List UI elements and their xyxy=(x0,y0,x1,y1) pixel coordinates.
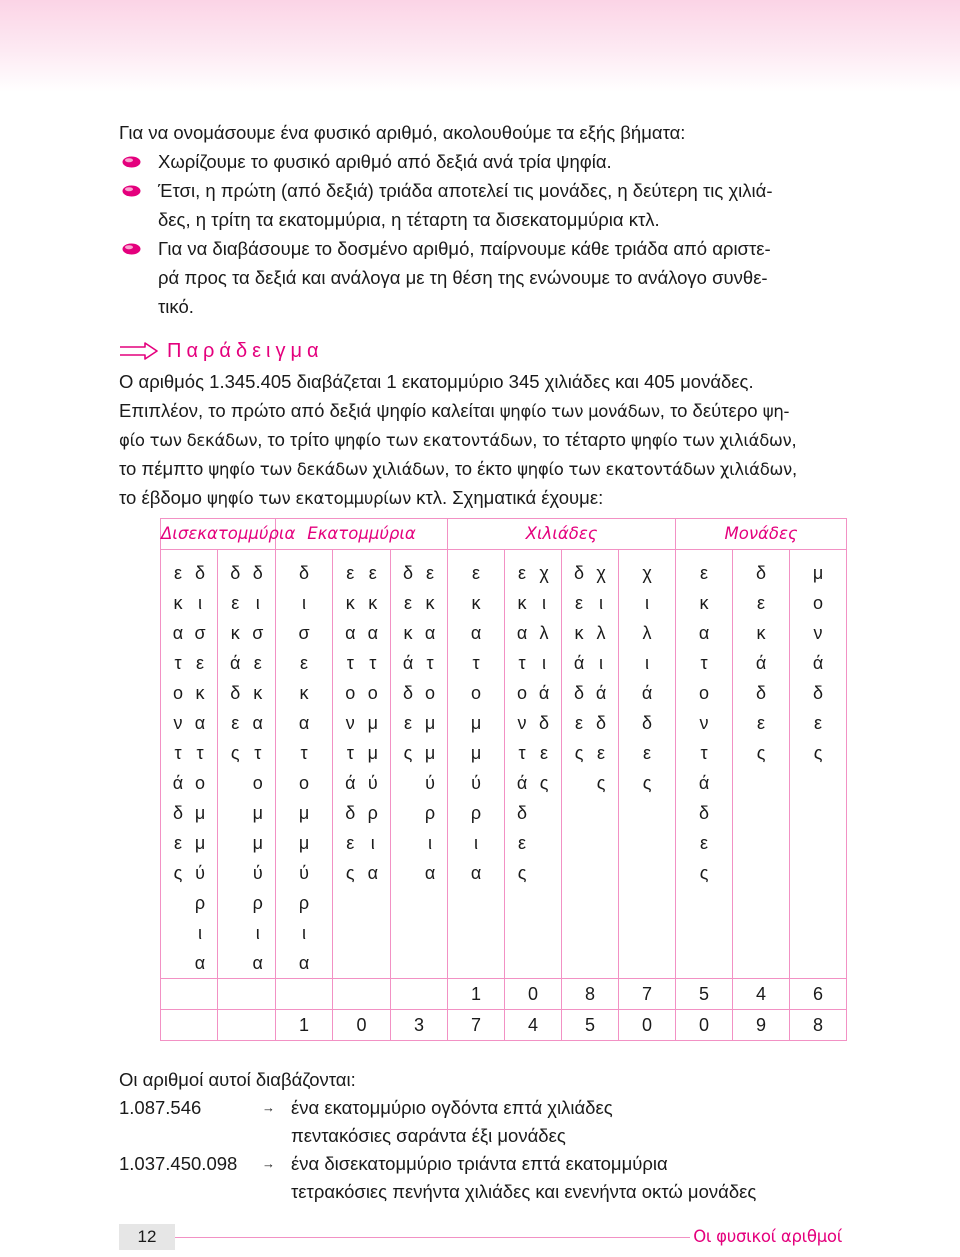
word-letter: ε xyxy=(518,833,527,853)
word-letter: δ xyxy=(403,683,414,703)
word-letter: ά xyxy=(172,773,184,793)
word-letter: ε xyxy=(643,743,652,763)
word-letter: α xyxy=(470,623,482,643)
word-letter: α xyxy=(424,623,436,643)
vertical-words xyxy=(161,550,847,979)
word-letter: ς xyxy=(574,743,584,763)
word-letter: μ xyxy=(424,713,436,733)
digit-cell: 1 xyxy=(448,979,505,1010)
word-letter xyxy=(228,798,242,828)
word-letter: α xyxy=(252,713,263,733)
word-letter: ι xyxy=(255,593,260,613)
word-letter: ς xyxy=(642,773,652,793)
word-letter: ι xyxy=(474,833,479,853)
word-letter: ά xyxy=(345,773,356,793)
word-letter: κ xyxy=(471,593,481,613)
running-title: Οι φυσικοί αριθμοί xyxy=(693,1227,842,1246)
word-letter: ι xyxy=(599,653,604,673)
intro-text: Για να ονομάσουμε ένα φυσικό αριθμό, ακολουθούμε τα εξής βήματα: xyxy=(119,122,686,143)
word-letter: τ xyxy=(472,653,480,673)
word-letter xyxy=(228,918,242,948)
word-letter: μ xyxy=(470,743,482,763)
word-letter: ς xyxy=(403,743,413,763)
word-letter xyxy=(537,828,551,858)
digit-cell: 6 xyxy=(790,979,847,1010)
word-letter: δ xyxy=(172,803,184,823)
word-letter: κ xyxy=(425,593,435,613)
word-letter: μ xyxy=(298,803,310,823)
word-letter: ι xyxy=(542,593,547,613)
word-letter: ύ xyxy=(195,863,205,883)
word-letter: ε xyxy=(575,593,584,613)
word-letter: δ xyxy=(699,803,710,823)
bullet-icon xyxy=(122,156,141,168)
word-letter: ς xyxy=(699,863,709,883)
digit-cell: 3 xyxy=(391,1010,448,1041)
reading-item xyxy=(119,1094,879,1122)
word-letter: κ xyxy=(517,593,527,613)
bullet-item-3-cont: τικό. xyxy=(158,296,194,317)
word-letter: ι xyxy=(645,593,650,613)
word-letter: τ xyxy=(518,743,526,763)
letter-row xyxy=(161,738,847,768)
word-letter: ε xyxy=(597,743,606,763)
word-letter: τ xyxy=(196,743,204,763)
word-letter: ά xyxy=(538,683,550,703)
word-letter: κ xyxy=(195,683,205,703)
word-letter: ι xyxy=(370,833,375,853)
word-letter: δ xyxy=(756,563,767,583)
word-letter: λ xyxy=(596,623,606,643)
word-letter: ο xyxy=(252,773,263,793)
word-letter: δ xyxy=(596,713,607,733)
word-letter xyxy=(228,768,242,798)
word-letter: ο xyxy=(345,683,356,703)
word-letter: ν xyxy=(517,713,527,733)
word-letter: ν xyxy=(699,713,709,733)
letter-row xyxy=(161,588,847,618)
header-thousands: Χιλιάδες xyxy=(448,519,676,550)
word-letter: δ xyxy=(230,683,241,703)
word-letter: ι xyxy=(599,593,604,613)
word-letter: χ xyxy=(539,563,549,583)
letter-row xyxy=(161,558,847,588)
instructions xyxy=(119,118,854,512)
digit-cell xyxy=(218,1010,276,1041)
word-letter: ύ xyxy=(471,773,481,793)
pointing-arrow-icon xyxy=(119,341,159,361)
word-letter: ύ xyxy=(367,773,378,793)
word-letter: τ xyxy=(518,653,526,673)
word-letter xyxy=(171,918,185,948)
header-billions: Δισεκατομμύρια xyxy=(161,519,276,550)
word-letter: α xyxy=(345,623,356,643)
word-letter: ρ xyxy=(252,893,263,913)
word-letter: ι xyxy=(198,593,202,613)
bullet-item-2-cont: δες, η τρίτη τα εκατομμύρια, η τέταρτη τα δισεκατομμύρια κτλ. xyxy=(158,209,660,230)
word-letter: ο xyxy=(813,593,824,613)
word-letter: ε xyxy=(757,713,766,733)
word-letter: μ xyxy=(812,563,824,583)
word-letter: ι xyxy=(542,653,547,673)
word-letter: ρ xyxy=(424,803,436,823)
word-letter: ο xyxy=(194,773,205,793)
digit-cell: 4 xyxy=(733,979,790,1010)
letter-row xyxy=(161,888,847,918)
word-letter: ν xyxy=(813,623,823,643)
word-letter: ά xyxy=(698,773,710,793)
word-letter: ε xyxy=(173,833,183,853)
word-letter: ύ xyxy=(252,863,263,883)
word-letter: δ xyxy=(756,683,767,703)
word-letter: α xyxy=(298,713,310,733)
word-letter: κ xyxy=(756,623,766,643)
word-letter xyxy=(401,858,415,888)
footer-rule xyxy=(175,1237,690,1238)
word-letter: κ xyxy=(173,593,183,613)
word-letter: μ xyxy=(252,803,263,823)
reading-words: τετρακόσιες πενήντα χιλιάδες και ενενήντα οκτώ μονάδες xyxy=(291,1181,757,1202)
word-letter: μ xyxy=(298,833,310,853)
word-letter: α xyxy=(252,953,263,973)
word-letter: ο xyxy=(699,683,710,703)
word-letter: κ xyxy=(230,623,240,643)
bullet-item-3: Για να διαβάσουμε το δοσμένο αριθμό, παίρνουμε κάθε τριάδα από αριστε- xyxy=(119,234,854,263)
word-letter: μ xyxy=(194,833,206,853)
word-letter: ά xyxy=(402,653,414,673)
digit-cell: 0 xyxy=(333,1010,391,1041)
word-letter: ε xyxy=(231,713,240,733)
word-letter: ε xyxy=(404,713,413,733)
word-letter: α xyxy=(367,863,378,883)
word-letter: ς xyxy=(539,773,549,793)
word-letter: ε xyxy=(700,833,709,853)
word-letter: κ xyxy=(699,593,709,613)
table-row xyxy=(161,979,847,1010)
word-letter: ε xyxy=(346,563,355,583)
word-letter: ι xyxy=(198,923,202,943)
digit-cell: 8 xyxy=(562,979,619,1010)
word-letter: μ xyxy=(367,743,378,763)
digit-cell xyxy=(391,979,448,1010)
word-letter xyxy=(537,858,551,888)
word-letter: ς xyxy=(596,773,606,793)
word-letter: τ xyxy=(174,743,182,763)
example-paragraph-line: φίο των δεκάδων, το τρίτο ψηφίο των εκατοντάδων, το τέταρτο ψηφίο των χιλιάδων, xyxy=(119,429,797,450)
word-letter: μ xyxy=(367,713,378,733)
word-letter: δ xyxy=(194,563,206,583)
word-letter xyxy=(228,828,242,858)
place-value-table xyxy=(160,518,847,1041)
word-letter: κ xyxy=(574,623,584,643)
word-letter: ε xyxy=(368,563,377,583)
place-value-term: ψηφίο των εκατοντάδων xyxy=(334,431,533,450)
place-value-term: ψη- xyxy=(762,402,790,421)
word-letter xyxy=(401,768,415,798)
word-letter: δ xyxy=(403,563,414,583)
letter-row xyxy=(161,618,847,648)
word-letter: ε xyxy=(173,563,183,583)
word-letter: ά xyxy=(573,653,585,673)
place-value-term: ψηφίο των χιλιάδων xyxy=(631,431,792,450)
word-letter: ε xyxy=(757,593,766,613)
word-letter: ρ xyxy=(298,893,310,913)
letter-row xyxy=(161,858,847,888)
word-letter: τ xyxy=(346,653,354,673)
word-letter: α xyxy=(367,623,378,643)
example-title: Παράδειγμα xyxy=(167,339,324,362)
word-letter: δ xyxy=(642,713,653,733)
header-units: Μονάδες xyxy=(676,519,847,550)
word-letter: δ xyxy=(252,563,263,583)
word-letter: ά xyxy=(595,683,607,703)
letter-row xyxy=(161,648,847,678)
place-value-term: ψηφίο των μονάδων xyxy=(499,402,660,421)
table-header-row xyxy=(161,519,847,550)
place-value-term: ψηφίο των εκατοντάδων χιλιάδων xyxy=(517,460,792,479)
word-letter xyxy=(228,948,242,978)
letter-row xyxy=(161,798,847,828)
bullet-item-1: Χωρίζουμε το φυσικό αριθμό από δεξιά ανά τρία ψηφία. xyxy=(119,147,854,176)
word-letter: τ xyxy=(700,653,708,673)
word-letter: ο xyxy=(471,683,482,703)
word-letter: ά xyxy=(230,653,241,673)
word-letter: ά xyxy=(516,773,528,793)
bullet-icon xyxy=(122,185,141,197)
digit-cell: 5 xyxy=(676,979,733,1010)
letter-row xyxy=(161,948,847,979)
word-letter: χ xyxy=(642,563,652,583)
digit-cell: 8 xyxy=(790,1010,847,1041)
word-letter xyxy=(401,798,415,828)
word-letter: τ xyxy=(426,653,434,673)
place-value-term: φίο των δεκάδων xyxy=(119,431,258,450)
word-letter xyxy=(228,858,242,888)
reading-number: 1.087.546 xyxy=(119,1097,202,1118)
digit-cell: 0 xyxy=(676,1010,733,1041)
word-letter: ύ xyxy=(425,773,435,793)
word-letter: ο xyxy=(517,683,528,703)
word-letter: σ xyxy=(252,623,264,643)
word-letter: μ xyxy=(470,713,482,733)
word-letter: κ xyxy=(345,593,355,613)
place-value-term: ψηφίο των δεκάδων χιλιάδων xyxy=(208,460,445,479)
word-letter: κ xyxy=(299,683,309,703)
reading-words: πεντακόσιες σαράντα έξι μονάδες xyxy=(291,1125,566,1146)
word-letter: ι xyxy=(302,593,307,613)
word-letter: δ xyxy=(299,563,310,583)
reading-item-cont xyxy=(119,1122,879,1150)
word-letter: ά xyxy=(812,653,824,673)
word-letter: ο xyxy=(367,683,378,703)
letter-row xyxy=(161,918,847,948)
digit-cell: 7 xyxy=(619,979,676,1010)
word-letter: ά xyxy=(641,683,653,703)
word-letter: ε xyxy=(346,833,355,853)
word-letter: ς xyxy=(230,743,240,763)
word-letter: α xyxy=(698,623,710,643)
bullet-icon xyxy=(122,243,141,255)
word-letter: ι xyxy=(255,923,260,943)
digit-cell: 7 xyxy=(448,1010,505,1041)
word-letter: κ xyxy=(368,593,378,613)
word-letter: ο xyxy=(299,773,310,793)
word-letter: ε xyxy=(814,713,823,733)
word-letter: α xyxy=(516,623,528,643)
word-letter: ά xyxy=(755,653,767,673)
header-millions: Εκατομμύρια xyxy=(276,519,448,550)
digit-cell: 4 xyxy=(505,1010,562,1041)
digit-cell: 5 xyxy=(562,1010,619,1041)
word-letter xyxy=(171,948,185,978)
word-letter: κ xyxy=(403,623,413,643)
word-letter: α xyxy=(194,713,206,733)
word-letter: ο xyxy=(425,683,436,703)
word-letter: τ xyxy=(700,743,708,763)
word-letter: ν xyxy=(173,713,183,733)
word-letter: ε xyxy=(231,593,240,613)
word-letter: ρ xyxy=(470,803,482,823)
word-letter: δ xyxy=(230,563,241,583)
word-letter: μ xyxy=(252,833,263,853)
word-letter: σ xyxy=(298,623,310,643)
word-letter: ε xyxy=(426,563,435,583)
word-letter: μ xyxy=(194,803,206,823)
letter-row xyxy=(161,828,847,858)
word-letter: ε xyxy=(575,713,584,733)
digit-cell: 1 xyxy=(276,1010,333,1041)
word-letter: ι xyxy=(645,653,650,673)
word-letter xyxy=(572,768,586,798)
word-letter: ς xyxy=(173,863,183,883)
word-letter: τ xyxy=(346,743,354,763)
word-letter: ε xyxy=(518,563,527,583)
word-letter xyxy=(228,888,242,918)
header-band xyxy=(0,0,960,92)
word-letter: ε xyxy=(700,563,709,583)
digit-cell xyxy=(333,979,391,1010)
word-letter: λ xyxy=(642,623,652,643)
reading-item-cont xyxy=(119,1178,879,1206)
digit-cell xyxy=(161,1010,218,1041)
digit-cell xyxy=(161,979,218,1010)
word-letter: δ xyxy=(574,683,585,703)
word-letter: δ xyxy=(539,713,550,733)
word-letter: δ xyxy=(574,563,585,583)
letter-row xyxy=(161,678,847,708)
word-letter: α xyxy=(194,953,206,973)
reading-intro: Οι αριθμοί αυτοί διαβάζονται: xyxy=(119,1069,356,1090)
word-letter: λ xyxy=(539,623,549,643)
word-letter: ς xyxy=(756,743,766,763)
word-letter: α xyxy=(424,863,436,883)
word-letter: τ xyxy=(300,743,308,763)
word-letter xyxy=(537,798,551,828)
letter-row xyxy=(161,708,847,738)
reading-section xyxy=(119,1066,879,1206)
example-heading xyxy=(119,335,854,367)
word-letter xyxy=(171,888,185,918)
word-letter: ς xyxy=(517,863,527,883)
word-letter: ι xyxy=(428,833,433,853)
word-letter: α xyxy=(470,863,482,883)
word-letter: α xyxy=(172,623,184,643)
word-letter: ε xyxy=(472,563,481,583)
word-letter: ε xyxy=(253,653,262,673)
word-letter: α xyxy=(298,953,310,973)
page-number: 12 xyxy=(119,1224,175,1250)
word-letter: τ xyxy=(174,653,182,673)
word-letter: δ xyxy=(813,683,824,703)
reading-words: ένα εκατομμύριο ογδόντα επτά χιλιάδες xyxy=(291,1097,613,1118)
word-letter: ρ xyxy=(367,803,378,823)
arrow-icon: → xyxy=(262,1100,275,1115)
letter-row xyxy=(161,768,847,798)
word-letter: δ xyxy=(517,803,528,823)
word-letter: ρ xyxy=(194,893,206,913)
bullet-item-2: Έτσι, η πρώτη (από δεξιά) τριάδα αποτελεί τις μονάδες, η δεύτερη τις χιλιά- xyxy=(119,176,854,205)
word-letter: ε xyxy=(195,653,205,673)
example-paragraph-line: το έβδομο ψηφίο των εκατομμυρίων κτλ. Σχηματικά έχουμε: xyxy=(119,487,604,508)
example-paragraph-line: Επιπλέον, το πρώτο από δεξιά ψηφίο καλείται ψηφίο των μονάδων, το δεύτερο ψη- xyxy=(119,400,790,421)
digit-cell: 0 xyxy=(619,1010,676,1041)
digit-cell xyxy=(218,979,276,1010)
word-letter: ο xyxy=(172,683,183,703)
word-letter: ς xyxy=(813,743,823,763)
word-letter: τ xyxy=(369,653,377,673)
word-letter: ε xyxy=(300,653,309,673)
bullet-item-3-cont: ρά προς τα δεξιά και ανάλογα με τη θέση της ενώνουμε το ανάλογο συνθε- xyxy=(158,267,768,288)
spacer-row xyxy=(161,550,847,559)
word-letter: μ xyxy=(424,743,436,763)
arrow-icon: → xyxy=(262,1156,275,1171)
word-letter: σ xyxy=(194,623,206,643)
word-letter: ε xyxy=(540,743,549,763)
word-letter: ε xyxy=(404,593,413,613)
word-letter: τ xyxy=(254,743,262,763)
word-letter: ι xyxy=(302,923,307,943)
reading-number: 1.037.450.098 xyxy=(119,1153,238,1174)
word-letter: ν xyxy=(345,713,355,733)
example-paragraph-line: το πέμπτο ψηφίο των δεκάδων χιλιάδων, το έκτο ψηφίο των εκατοντάδων χιλιάδων, xyxy=(119,458,798,479)
word-letter: χ xyxy=(596,563,606,583)
place-value-term: ψηφίο των εκατομμυρίων xyxy=(207,489,411,508)
example-line: Ο αριθμός 1.345.405 διαβάζεται 1 εκατομμύριο 345 χιλιάδες και 405 μονάδες. xyxy=(119,371,754,392)
word-letter: κ xyxy=(253,683,263,703)
table-row xyxy=(161,1010,847,1041)
word-letter xyxy=(401,828,415,858)
digit-cell xyxy=(276,979,333,1010)
word-letter: ς xyxy=(345,863,355,883)
digit-cell: 0 xyxy=(505,979,562,1010)
reading-words: ένα δισεκατομμύριο τριάντα επτά εκατομμύρια xyxy=(291,1153,668,1174)
reading-item xyxy=(119,1150,879,1178)
word-letter: δ xyxy=(345,803,356,823)
digit-cell: 9 xyxy=(733,1010,790,1041)
word-letter: ύ xyxy=(299,863,309,883)
